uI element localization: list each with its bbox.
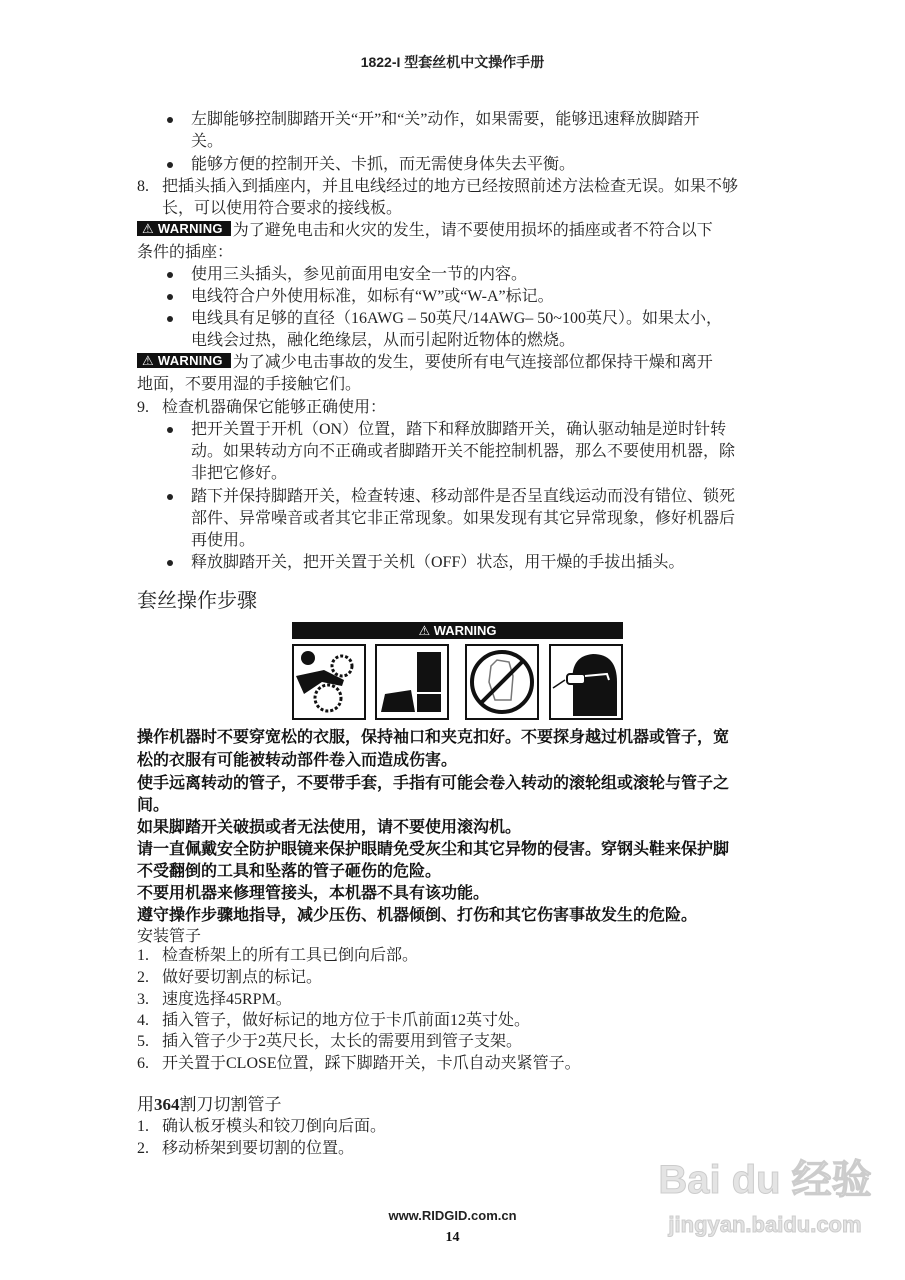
step-number: 2. — [137, 1140, 149, 1157]
bullet-text: 部件、异常噪音或者其它非正常现象。如果发现有其它异常现象，修好机器后 — [191, 510, 736, 527]
step-text: 速度选择45RPM。 — [162, 991, 292, 1008]
safety-text: 操作机器时不要穿宽松的衣服，保持袖口和夹克扣好。不要探身越过机器或管子，宽 — [137, 729, 730, 746]
heading-text: 用 — [137, 1095, 154, 1114]
item-text: 检查机器确保它能够正确使用： — [162, 399, 387, 416]
bullet-icon — [167, 272, 173, 278]
entanglement-gears-icon — [292, 644, 366, 720]
step-number: 4. — [137, 1012, 149, 1029]
warning-paragraph — [137, 352, 713, 374]
step-text: 检查桥架上的所有工具已倒向后部。 — [162, 947, 419, 964]
step-number: 3. — [137, 991, 149, 1008]
warning-text: 条件的插座： — [137, 244, 234, 261]
warning-text: 地面，不要用湿的手接触它们。 — [137, 376, 362, 393]
subheading-install: 安装管子 — [137, 928, 202, 945]
bullet-icon — [167, 494, 173, 500]
step-text: 开关置于CLOSE位置，踩下脚踏开关，卡爪自动夹紧管子。 — [162, 1055, 581, 1072]
bullet-text: 关。 — [191, 133, 224, 150]
safety-text: 请一直佩戴安全防护眼镜来保护眼睛免受灰尘和其它异物的侵害。穿钢头鞋来保护脚 — [137, 841, 730, 858]
bullet-text: 非把它修好。 — [191, 465, 288, 482]
bullet-text: 动。如果转动方向不正确或者脚踏开关不能控制机器，那么不要使用机器，除 — [191, 443, 736, 460]
safety-glasses-icon — [549, 644, 623, 720]
crush-hazard-icon — [375, 644, 449, 720]
bullet-text: 左脚能够控制脚踏开关“开”和“关”动作，如果需要，能够迅速释放脚踏开 — [191, 111, 700, 128]
step-number: 1. — [137, 947, 149, 964]
bullet-text: 电线具有足够的直径（16AWG – 50英尺/14AWG– 50~100英尺）。如果太小， — [191, 310, 722, 327]
bullet-text: 再使用。 — [191, 532, 256, 549]
bullet-text: 把开关置于开机（ON）位置，踏下和释放脚踏开关，确认驱动轴是逆时针转 — [191, 421, 727, 438]
warning-paragraph — [137, 220, 713, 242]
section-heading: 套丝操作步骤 — [137, 590, 257, 612]
bullet-text: 踏下并保持脚踏开关，检查转速、移动部件是否呈直线运动而没有错位、锁死 — [191, 488, 736, 505]
bullet-text: 电线符合户外使用标准，如标有“W”或“W-A”标记。 — [191, 288, 554, 305]
safety-text: 不要用机器来修理管接头，本机器不具有该功能。 — [137, 885, 490, 902]
baidu-watermark — [640, 1150, 890, 1270]
warning-label: ⚠ WARNING — [137, 353, 231, 368]
step-number: 5. — [137, 1033, 149, 1050]
step-number: 2. — [137, 969, 149, 986]
heading-text: 割刀切割管子 — [179, 1095, 282, 1114]
bullet-text: 能够方便的控制开关、卡抓，而无需使身体失去平衡。 — [191, 156, 576, 173]
subheading-cut — [137, 1094, 282, 1116]
step-text: 做好要切割点的标记。 — [162, 969, 323, 986]
item-text: 把插头插入到插座内，并且电线经过的地方已经按照前述方法检查无误。如果不够 — [162, 178, 739, 195]
item-number: 9. — [137, 399, 149, 416]
safety-text: 松的衣服有可能被转动部件卷入而造成伤害。 — [137, 752, 458, 769]
step-text: 插入管子少于2英尺长，太长的需要用到管子支架。 — [162, 1033, 523, 1050]
bullet-icon — [167, 316, 173, 322]
step-text: 确认板牙模头和铰刀倒向后面。 — [162, 1118, 387, 1135]
safety-text: 不受翻倒的工具和坠落的管子砸伤的危险。 — [137, 863, 442, 880]
bullet-text: 释放脚踏开关，把开关置于关机（OFF）状态，用干燥的手拔出插头。 — [191, 554, 685, 571]
bullet-icon — [167, 162, 173, 168]
step-number: 6. — [137, 1055, 149, 1072]
bullet-icon — [167, 294, 173, 300]
heading-number: 364 — [154, 1095, 180, 1114]
bullet-icon — [167, 427, 173, 433]
safety-text: 间。 — [137, 797, 170, 814]
safety-text: 使手远离转动的管子，不要带手套，手指有可能会卷入转动的滚轮组或滚轮与管子之 — [137, 775, 730, 792]
item-number: 8. — [137, 178, 149, 195]
item-text: 长，可以使用符合要求的接线板。 — [162, 200, 403, 217]
bullet-icon — [167, 560, 173, 566]
page-number: 14 — [445, 1230, 460, 1245]
warning-banner: ⚠ WARNING — [292, 622, 623, 639]
step-text: 移动桥架到要切割的位置。 — [162, 1140, 355, 1157]
safety-text: 遵守操作步骤地指导，减少压伤、机器倾倒、打伤和其它伤害事故发生的危险。 — [137, 907, 698, 924]
safety-text: 如果脚踏开关破损或者无法使用，请不要使用滚沟机。 — [137, 819, 522, 836]
footer-url: www.RIDGID.com.cn — [388, 1208, 517, 1223]
page-header: 1822-I 型套丝机中文操作手册 — [360, 54, 545, 70]
warning-text: 为了避免电击和火灾的发生，请不要使用损坏的插座或者不符合以下 — [232, 222, 713, 239]
step-text: 插入管子，做好标记的地方位于卡爪前面12英寸处。 — [162, 1012, 531, 1029]
no-gloves-icon — [465, 644, 539, 720]
step-number: 1. — [137, 1118, 149, 1135]
bullet-text: 使用三头插头，参见前面用电安全一节的内容。 — [191, 266, 528, 283]
bullet-text: 电线会过热，融化绝缘层，从而引起附近物体的燃烧。 — [191, 332, 576, 349]
watermark-url: jingyan.baidu.com — [668, 1212, 862, 1237]
warning-label: ⚠ WARNING — [137, 221, 231, 236]
watermark-logo: Bai du 经验 — [658, 1158, 872, 1202]
bullet-icon — [167, 117, 173, 123]
warning-text: 为了减少电击事故的发生，要使所有电气连接部位都保持干燥和离开 — [232, 354, 713, 371]
